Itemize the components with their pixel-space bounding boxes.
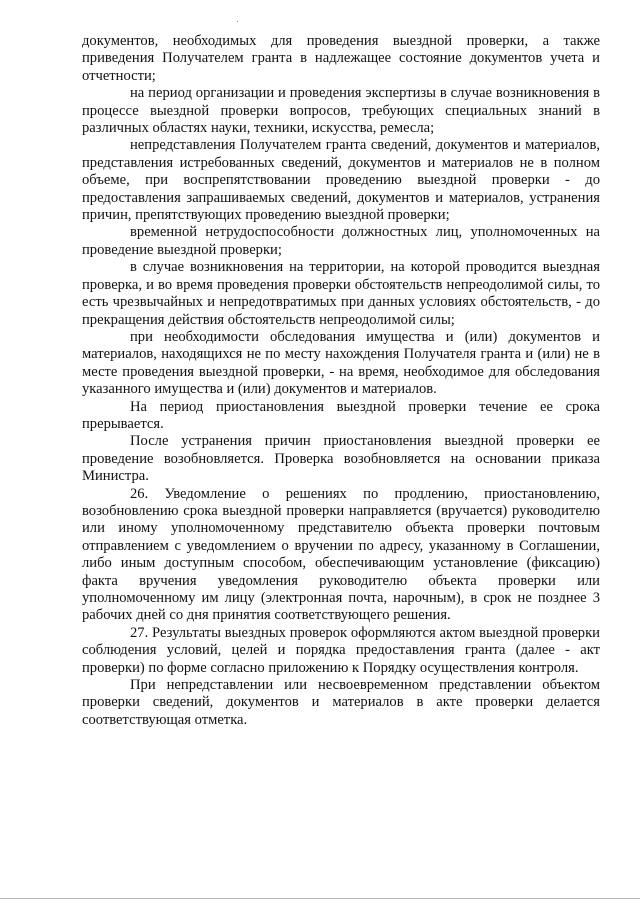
paragraph-expertise: на период организации и проведения экспертизы в случае возникновения в процессе выездной проверки вопросов, требующих специальных знаний в различных областях науки, техники, искусства, ремесла; [82,85,600,137]
paragraph-force-majeure: в случае возникновения на территории, на которой проводится выездная проверка, и во время проведения проверки обстоятельств непреодолимой силы, то есть чрезвычайных и непредотвратимых при данных условиях обстоятельств, - до прекращения действия обстоятельств непреодолимой силы; [82,259,600,328]
paragraph-nonsubmission-note: При непредставлении или несвоевременном представлении объектом проверки сведений, документов и материалов в акте проверки делается соответствующая отметка. [82,677,600,728]
paragraph-disability: временной нетрудоспособности должностных лиц, уполномоченных на проведение выездной проверки; [82,224,600,258]
scan-artifact-dot [237,21,238,22]
scan-bottom-edge [0,898,640,899]
paragraph-item-27: 27. Результаты выездных проверок оформляются актом выездной проверки соблюдения условий, целей и порядка предоставления гранта (далее - акт проверки) по форме согласно приложению к Порядку осуществления контроля. [82,624,600,676]
paragraph-property-inspection: при необходимости обследования имущества и (или) документов и материалов, находящихся не по месту нахождения Получателя гранта и (или) не в месте проведения выездной проверки, - на время, необходимое для обследования указанного имущества и (или) документов и материалов. [82,328,600,398]
paragraph-continuation: документов, необходимых для проведения выездной проверки, а также приведения Получателем гранта в надлежащее состояние документов учета и отчетности; [82,33,600,84]
paragraph-term-interrupted: На период приостановления выездной проверки течение ее срока прерывается. [82,398,600,432]
paragraph-item-26: 26. Уведомление о решениях по продлению, приостановлению, возобновлению срока выездной проверки направляется (вручается) руководителю или иному уполномоченному представителю объекта проверки почтовым отправлением с уведомлением о вручении по адресу, указанному в Соглашении, либо иным доступным способом, обеспечивающим установление (фиксацию) факта вручения уведомления руководителю объекта проверки или уполномоченному им лицу (электронная почта, нарочным), в срок не позднее 3 рабочих дней со дня принятия соответствующего решения. [82,485,600,624]
document-page [82,33,600,729]
paragraph-nonsubmission: непредставления Получателем гранта сведений, документов и материалов, представления истребованных сведений, документов и материалов не в полном объеме, при воспрепятствовании проведению выездной проверки - до предоставления запрашиваемых сведений, документов и материалов, устранения причин, препятствующих проведению выездной проверки; [82,137,600,224]
paragraph-resumption: После устранения причин приостановления выездной проверки ее проведение возобновляется. Проверка возобновляется на основании приказа Министра. [82,433,600,485]
